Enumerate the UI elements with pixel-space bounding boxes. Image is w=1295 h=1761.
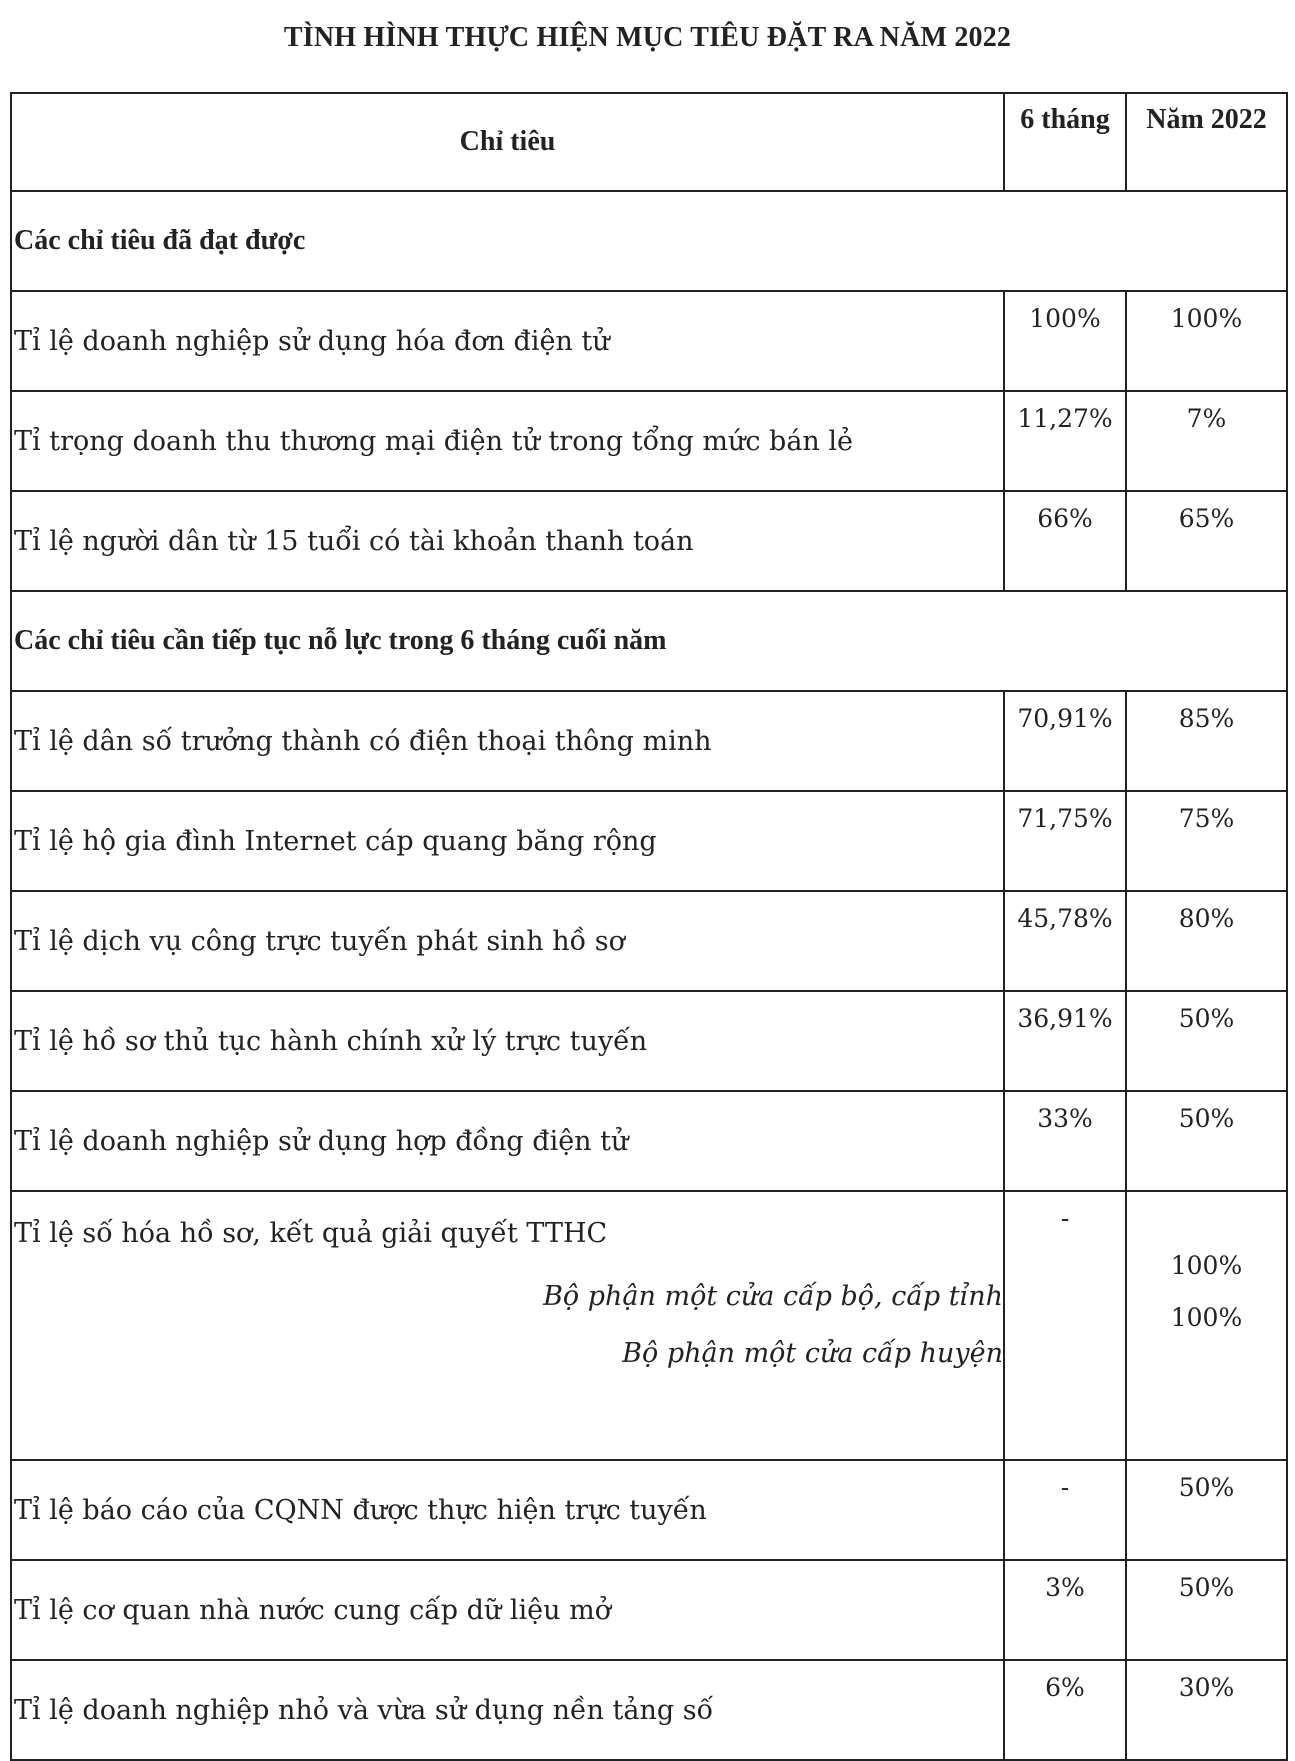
table-row — [11, 791, 1287, 891]
year-value: 75% — [1126, 791, 1287, 891]
six-month-value: 66% — [1004, 491, 1126, 591]
section-title: Các chỉ tiêu đã đạt được — [11, 191, 1287, 291]
table-row — [11, 691, 1287, 791]
indicator-name: Tỉ lệ dân số trưởng thành có điện thoại thông minh — [11, 691, 1004, 791]
table-row — [11, 1660, 1287, 1760]
table-row — [11, 991, 1287, 1091]
six-month-value: 36,91% — [1004, 991, 1126, 1091]
six-month-value: 11,27% — [1004, 391, 1126, 491]
year-value: 50% — [1126, 1091, 1287, 1191]
section-title: Các chỉ tiêu cần tiếp tục nỗ lực trong 6 tháng cuối năm — [11, 591, 1287, 691]
six-month-value: 71,75% — [1004, 791, 1126, 891]
table-header-row — [11, 93, 1287, 191]
year-value: 50% — [1126, 991, 1287, 1091]
table-row — [11, 491, 1287, 591]
section-header — [11, 191, 1287, 291]
indicator-name: Tỉ lệ người dân từ 15 tuổi có tài khoản thanh toán — [11, 491, 1004, 591]
page-title: TÌNH HÌNH THỰC HIỆN MỤC TIÊU ĐẶT RA NĂM 2022 — [283, 22, 1012, 53]
year-value: 85% — [1126, 691, 1287, 791]
year-value: 100% — [1170, 1303, 1243, 1332]
six-month-value: 6% — [1004, 1660, 1126, 1760]
indicator-name: Tỉ lệ doanh nghiệp sử dụng hợp đồng điện tử — [11, 1091, 1004, 1191]
six-month-value: 33% — [1004, 1091, 1126, 1191]
header-year: Năm 2022 — [1126, 93, 1287, 191]
indicator-name: Tỉ lệ doanh nghiệp sử dụng hóa đơn điện tử — [11, 291, 1004, 391]
year-value: 100% — [1126, 291, 1287, 391]
indicator-name-group — [11, 1191, 1004, 1460]
year-value: 7% — [1126, 391, 1287, 491]
table-row — [11, 1091, 1287, 1191]
table-row — [11, 1191, 1287, 1460]
table-row — [11, 291, 1287, 391]
six-month-value: - — [1004, 1460, 1126, 1560]
header-six-months: 6 tháng — [1004, 93, 1126, 191]
table-row — [11, 391, 1287, 491]
year-value: 50% — [1126, 1460, 1287, 1560]
header-indicator: Chỉ tiêu — [11, 93, 1004, 191]
indicator-subitem: Bộ phận một cửa cấp bộ, cấp tỉnh — [543, 1281, 1003, 1312]
year-value: 100% — [1170, 1251, 1243, 1280]
year-value: 30% — [1126, 1660, 1287, 1760]
targets-table — [10, 92, 1288, 1761]
indicator-name: Tỉ trọng doanh thu thương mại điện tử trong tổng mức bán lẻ — [11, 391, 1004, 491]
year-value-group — [1126, 1191, 1287, 1460]
indicator-name: Tỉ lệ báo cáo của CQNN được thực hiện trực tuyến — [11, 1460, 1004, 1560]
six-month-value: 3% — [1004, 1560, 1126, 1660]
table-row — [11, 1460, 1287, 1560]
indicator-name: Tỉ lệ dịch vụ công trực tuyến phát sinh hồ sơ — [11, 891, 1004, 991]
six-month-value: - — [1004, 1191, 1126, 1460]
indicator-name: Tỉ lệ số hóa hồ sơ, kết quả giải quyết TTHC — [14, 1218, 608, 1249]
table-row — [11, 1560, 1287, 1660]
indicator-name: Tỉ lệ cơ quan nhà nước cung cấp dữ liệu mở — [11, 1560, 1004, 1660]
six-month-value: 70,91% — [1004, 691, 1126, 791]
year-value: 65% — [1126, 491, 1287, 591]
six-month-value: 100% — [1004, 291, 1126, 391]
indicator-subitem: Bộ phận một cửa cấp huyện — [622, 1338, 1003, 1369]
table-row — [11, 891, 1287, 991]
year-value: 50% — [1126, 1560, 1287, 1660]
indicator-name: Tỉ lệ doanh nghiệp nhỏ và vừa sử dụng nền tảng số — [11, 1660, 1004, 1760]
six-month-value: 45,78% — [1004, 891, 1126, 991]
year-value: 80% — [1126, 891, 1287, 991]
indicator-name: Tỉ lệ hộ gia đình Internet cáp quang băng rộng — [11, 791, 1004, 891]
indicator-name: Tỉ lệ hồ sơ thủ tục hành chính xử lý trực tuyến — [11, 991, 1004, 1091]
section-header — [11, 591, 1287, 691]
